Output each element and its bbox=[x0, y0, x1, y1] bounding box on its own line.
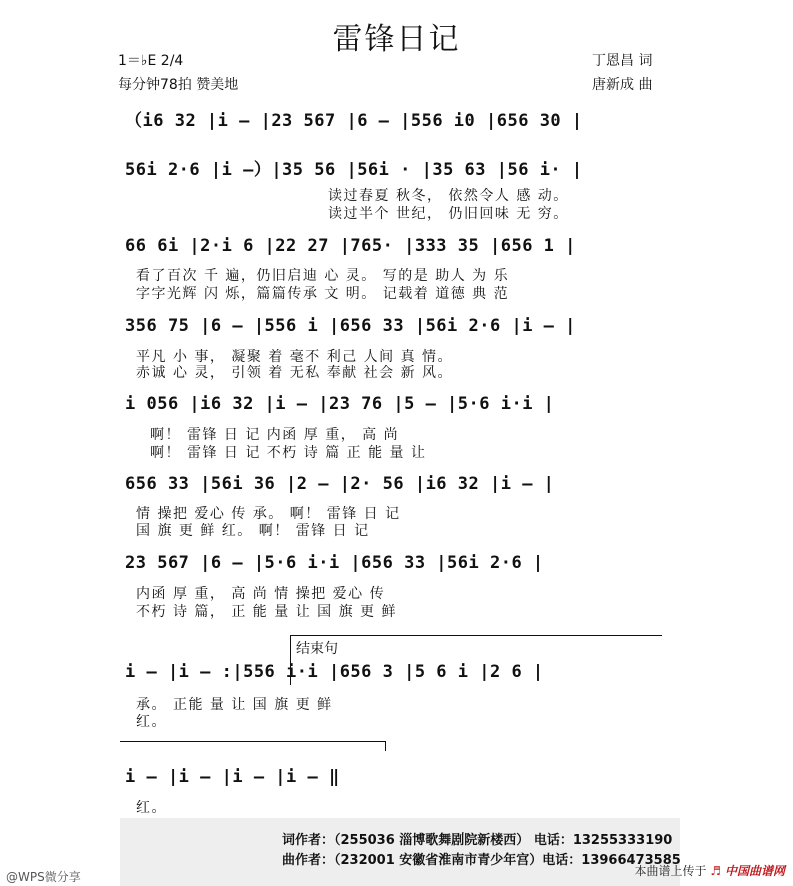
notation-line-1: （i6 32 |i – |23 567 |6 – |556 i0 |656 30 | bbox=[125, 111, 583, 131]
composer-contact: 曲作者：（232001 安徽省淮南市青少年宫）电话：13966473585 bbox=[282, 853, 681, 868]
lyric-line-5a: 啊！ 雷锋 日 记 内函 厚 重， 高 尚 bbox=[150, 427, 400, 443]
ending-label: 结束句 bbox=[296, 641, 338, 657]
notation-line-2: 56i 2·6 |i –）|35 56 |56i · |35 63 |56 i· | bbox=[125, 160, 583, 180]
key-signature: 1＝♭E 2/4 bbox=[118, 53, 184, 69]
notation-line-8: i – |i – :|556 i·i |656 3 |5 6 i |2 6 | bbox=[125, 662, 544, 682]
lyric-line-8b: 红。 bbox=[136, 714, 167, 730]
notation-line-3: 66 6i |2·i 6 |22 27 |765· |333 35 |656 1 | bbox=[125, 236, 576, 256]
tempo-marking: 每分钟78拍 赞美地 bbox=[118, 77, 239, 93]
song-title: 雷锋日记 bbox=[332, 22, 461, 57]
lyric-line-9: 红。 bbox=[136, 800, 167, 816]
notation-line-7: 23 567 |6 – |5·6 i·i |656 33 |56i 2·6 | bbox=[125, 553, 544, 573]
final-bracket bbox=[120, 741, 385, 742]
lyric-line-7b: 不朽 诗 篇， 正 能 量 让 国 旗 更 鲜 bbox=[136, 604, 398, 620]
lyric-line-3a: 看了百次 千 遍，仍旧启迪 心 灵。 写的是 助人 为 乐 bbox=[136, 268, 510, 284]
lyric-line-7a: 内函 厚 重， 高 尚 情 操把 爱心 传 bbox=[136, 586, 386, 602]
lyricist-contact: 词作者：（255036 淄博歌舞剧院新楼西） 电话：13255333190 bbox=[282, 833, 673, 848]
notation-line-6: 656 33 |56i 36 |2 – |2· 56 |i6 32 |i – | bbox=[125, 474, 555, 494]
lyric-line-6a: 情 操把 爱心 传 承。 啊！ 雷锋 日 记 bbox=[136, 506, 401, 522]
composer-credit: 唐新成 曲 bbox=[592, 77, 653, 93]
lyric-line-2b: 读过半个 世纪， 仍旧回味 无 穷。 bbox=[328, 206, 569, 222]
lyric-line-3b: 字字光辉 闪 烁，篇篇传承 文 明。 记载着 道德 典 范 bbox=[136, 286, 510, 302]
final-bracket-end bbox=[385, 741, 386, 751]
notation-line-5: i 056 |i6 32 |i – |23 76 |5 – |5·6 i·i | bbox=[125, 394, 555, 414]
notation-line-4: 356 75 |6 – |556 i |656 33 |56i 2·6 |i – | bbox=[125, 316, 576, 336]
lyric-line-5b: 啊！ 雷锋 日 记 不朽 诗 篇 正 能 量 让 bbox=[150, 445, 427, 461]
lyric-line-6b: 国 旗 更 鲜 红。 啊！ 雷锋 日 记 bbox=[136, 523, 370, 539]
notation-line-9: i – |i – |i – |i – ‖ bbox=[125, 767, 340, 787]
lyric-line-4b: 赤诚 心 灵， 引领 着 无私 奉献 社会 新 风。 bbox=[136, 365, 454, 381]
lyric-line-4a: 平凡 小 事， 凝聚 着 毫不 利己 人间 真 情。 bbox=[136, 349, 454, 365]
upload-credit bbox=[635, 862, 785, 879]
wps-watermark: @WPS微分享 bbox=[6, 870, 81, 884]
lyric-line-2a: 读过春夏 秋冬， 依然令人 感 动。 bbox=[328, 188, 569, 204]
ending-bracket bbox=[290, 635, 662, 636]
upload-brand[interactable]: 中国曲谱网 bbox=[724, 864, 785, 878]
site-logo-icon: ♬ bbox=[710, 864, 722, 878]
lyricist-credit: 丁恩昌 词 bbox=[592, 53, 653, 69]
lyric-line-8a: 承。 正能 量 让 国 旗 更 鲜 bbox=[136, 697, 333, 713]
upload-text: 本曲谱上传于 bbox=[634, 864, 707, 878]
